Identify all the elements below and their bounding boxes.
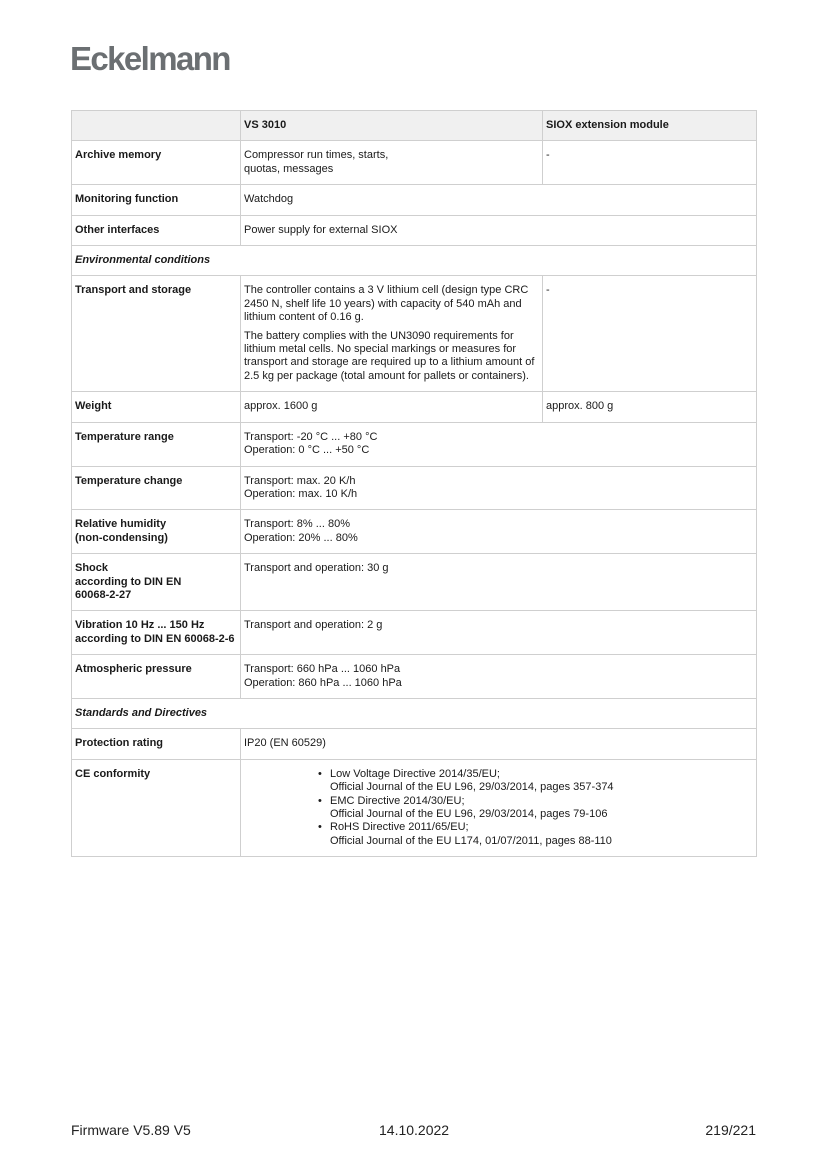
row-value bbox=[241, 510, 757, 554]
value-line: Operation: 0 °C ... +50 °C bbox=[244, 444, 370, 457]
table-row bbox=[72, 422, 757, 466]
row-value bbox=[241, 466, 757, 510]
table-row bbox=[72, 729, 757, 759]
row-value: Power supply for external SIOX bbox=[241, 215, 757, 245]
label-line: Vibration 10 Hz ... 150 Hz bbox=[75, 619, 205, 632]
footer-page-number: 219/221 bbox=[705, 1122, 756, 1138]
table-row bbox=[72, 611, 757, 655]
table-row bbox=[72, 215, 757, 245]
section-title: Environmental conditions bbox=[72, 246, 757, 276]
row-value bbox=[241, 276, 543, 392]
row-label: Temperature range bbox=[72, 422, 241, 466]
directive-title: • RoHS Directive 2011/65/EU; bbox=[330, 821, 469, 834]
table-row bbox=[72, 392, 757, 422]
header-vs3010: VS 3010 bbox=[241, 111, 543, 141]
value-line: Operation: max. 10 K/h bbox=[244, 487, 358, 500]
row-value: IP20 (EN 60529) bbox=[241, 729, 757, 759]
table-row bbox=[72, 655, 757, 699]
directive-reference: Official Journal of the EU L96, 29/03/2014, pages 357-374 bbox=[330, 781, 614, 794]
value-line: Transport: 660 hPa ... 1060 hPa bbox=[244, 663, 401, 676]
row-label: Temperature change bbox=[72, 466, 241, 510]
row-value: approx. 1600 g bbox=[241, 392, 543, 422]
header-empty bbox=[72, 111, 241, 141]
table-row bbox=[72, 759, 757, 856]
label-line: according to DIN EN 60068-2-6 bbox=[75, 632, 235, 645]
row-label: Protection rating bbox=[72, 729, 241, 759]
label-line: according to DIN EN bbox=[75, 575, 182, 588]
directive-list bbox=[244, 768, 752, 848]
header-siox: SIOX extension module bbox=[543, 111, 757, 141]
label-line: Relative humidity bbox=[75, 518, 167, 531]
footer-date: 14.10.2022 bbox=[379, 1122, 450, 1138]
table-header-row bbox=[72, 111, 757, 141]
row-label bbox=[72, 554, 241, 611]
table-row bbox=[72, 276, 757, 392]
value-line: Transport: max. 20 K/h bbox=[244, 474, 356, 487]
directive-title: • EMC Directive 2014/30/EU; bbox=[330, 794, 465, 807]
list-item bbox=[330, 821, 752, 848]
row-label: Weight bbox=[72, 392, 241, 422]
row-siox-value: - bbox=[543, 141, 757, 185]
value-line: Transport: 8% ... 80% bbox=[244, 518, 350, 531]
label-line: (non-condensing) bbox=[75, 531, 168, 544]
row-label: Atmospheric pressure bbox=[72, 655, 241, 699]
row-label bbox=[72, 510, 241, 554]
value-paragraph: The battery complies with the UN3090 requirements for lithium metal cells. No special markings or measures for transport and storage are required up to a lithium amount of 2.5 kg per package (total amount for pallets or containers). bbox=[244, 329, 535, 382]
row-value bbox=[241, 759, 757, 856]
table-row bbox=[72, 185, 757, 215]
row-value: Watchdog bbox=[241, 185, 757, 215]
value-paragraph: The controller contains a 3 V lithium cell (design type CRC 2450 N, shelf life 10 years) with capacity of 540 mAh and lithium content of 0.16 g. bbox=[244, 284, 529, 324]
row-label: Other interfaces bbox=[72, 215, 241, 245]
list-item bbox=[330, 768, 752, 795]
value-line: Transport: -20 °C ... +80 °C bbox=[244, 430, 378, 443]
row-value: Transport and operation: 30 g bbox=[241, 554, 757, 611]
row-value bbox=[241, 141, 543, 185]
label-line: Shock bbox=[75, 562, 109, 575]
list-item bbox=[330, 795, 752, 822]
row-label bbox=[72, 611, 241, 655]
directive-reference: Official Journal of the EU L96, 29/03/2014, pages 79-106 bbox=[330, 808, 608, 820]
row-label: Monitoring function bbox=[72, 185, 241, 215]
directive-reference: Official Journal of the EU L174, 01/07/2011, pages 88-110 bbox=[330, 834, 612, 847]
directive-title: • Low Voltage Directive 2014/35/EU; bbox=[330, 767, 500, 780]
row-label: Transport and storage bbox=[72, 276, 241, 392]
row-value bbox=[241, 655, 757, 699]
value-line: Compressor run times, starts, bbox=[244, 149, 389, 162]
value-line: quotas, messages bbox=[244, 162, 334, 175]
section-row bbox=[72, 246, 757, 276]
table-row bbox=[72, 466, 757, 510]
row-label: Archive memory bbox=[72, 141, 241, 185]
row-siox-value: - bbox=[543, 276, 757, 392]
row-label: CE conformity bbox=[72, 759, 241, 856]
value-line: Operation: 860 hPa ... 1060 hPa bbox=[244, 676, 402, 689]
spec-table bbox=[71, 110, 757, 857]
section-title: Standards and Directives bbox=[72, 698, 757, 728]
table-row bbox=[72, 510, 757, 554]
value-line: Operation: 20% ... 80% bbox=[244, 531, 358, 544]
table-row bbox=[72, 141, 757, 185]
section-row bbox=[72, 698, 757, 728]
row-value bbox=[241, 422, 757, 466]
label-line: 60068-2-27 bbox=[75, 588, 132, 601]
row-siox-value: approx. 800 g bbox=[543, 392, 757, 422]
footer-firmware: Firmware V5.89 V5 bbox=[71, 1122, 191, 1138]
company-logo: Eckelmann bbox=[70, 40, 230, 77]
row-value: Transport and operation: 2 g bbox=[241, 611, 757, 655]
table-row bbox=[72, 554, 757, 611]
